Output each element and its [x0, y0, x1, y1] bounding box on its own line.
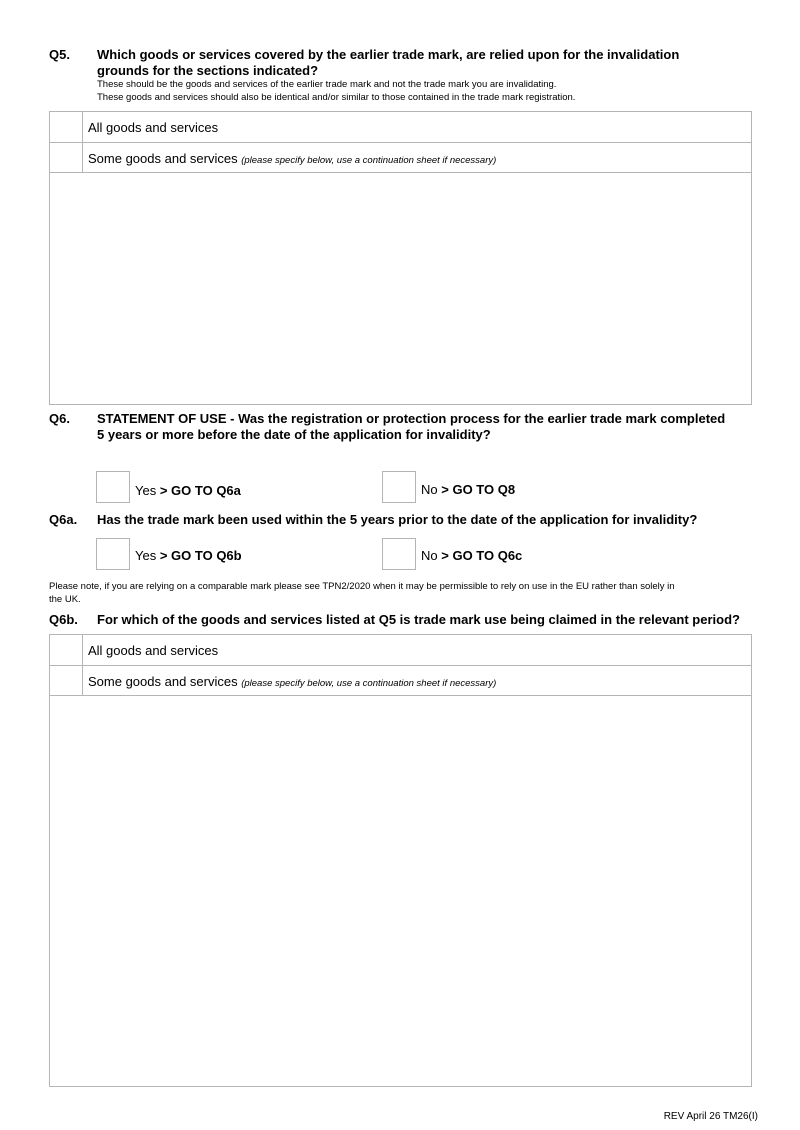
q6b-option-all — [50, 635, 751, 666]
form-revision-reference: REV April 26 TM26(I) — [663, 1111, 758, 1122]
q6-number: Q6. — [49, 411, 70, 426]
q5-some-hint: (please specify below, use a continuation sheet if necessary) — [241, 155, 497, 166]
q6b-all-checkbox[interactable] — [50, 635, 83, 665]
q5-all-label: All goods and services — [88, 120, 219, 135]
q5-specify-textarea[interactable] — [50, 173, 751, 404]
comparable-mark-notice-line2: the UK. — [49, 594, 81, 605]
q6a-yes-checkbox[interactable] — [96, 538, 130, 570]
comparable-mark-notice-line1: Please note, if you are relying on a comparable mark please see TPN2/2020 when it may be permissible to rely on use in the EU rather than solely in — [49, 581, 675, 592]
q5-option-some — [50, 143, 751, 173]
q5-number: Q5. — [49, 47, 70, 62]
q6b-some-checkbox[interactable] — [50, 666, 83, 695]
q6b-all-label: All goods and services — [88, 643, 219, 658]
q5-question-line1: Which goods or services covered by the earlier trade mark, are relied upon for the invalidation — [97, 47, 680, 62]
q6a-number: Q6a. — [49, 512, 78, 527]
q6b-option-some — [50, 666, 751, 696]
q6b-goods-fieldset — [49, 634, 752, 1087]
q6-yes-label: Yes > GO TO Q6a — [135, 483, 241, 498]
q5-note-line2: These goods and services should also be identical and/or similar to those contained in the trade mark registration. — [97, 92, 576, 103]
q6b-some-label: Some goods and services (please specify below, use a continuation sheet if necessary) — [88, 674, 497, 689]
q6-no-label: No > GO TO Q8 — [421, 482, 516, 497]
q5-goods-fieldset — [49, 111, 752, 405]
q5-question-line2: grounds for the sections indicated? — [97, 63, 319, 78]
q6a-no-label: No > GO TO Q6c — [421, 548, 523, 563]
q5-some-label: Some goods and services (please specify below, use a continuation sheet if necessary) — [88, 151, 497, 166]
q6a-yes-label: Yes > GO TO Q6b — [135, 548, 242, 563]
q6-question-line1: STATEMENT OF USE - Was the registration or protection process for the earlier trade mark completed — [97, 411, 726, 426]
q6-no-checkbox[interactable] — [382, 471, 416, 503]
q6a-question: Has the trade mark been used within the 5 years prior to the date of the application for invalidity? — [97, 512, 698, 527]
q5-some-checkbox[interactable] — [50, 143, 83, 172]
q6b-question: For which of the goods and services listed at Q5 is trade mark use being claimed in the relevant period? — [97, 612, 740, 627]
q5-note-line1: These should be the goods and services of the earlier trade mark and not the trade mark you are invalidating. — [97, 79, 557, 90]
q5-option-all — [50, 112, 751, 143]
q6-question-line2: 5 years or more before the date of the application for invalidity? — [97, 427, 491, 442]
q6b-specify-textarea[interactable] — [50, 696, 751, 1086]
q6b-number: Q6b. — [49, 612, 78, 627]
q6a-no-checkbox[interactable] — [382, 538, 416, 570]
q6b-some-hint: (please specify below, use a continuation sheet if necessary) — [241, 678, 497, 689]
q5-all-checkbox[interactable] — [50, 112, 83, 142]
q6-yes-checkbox[interactable] — [96, 471, 130, 503]
